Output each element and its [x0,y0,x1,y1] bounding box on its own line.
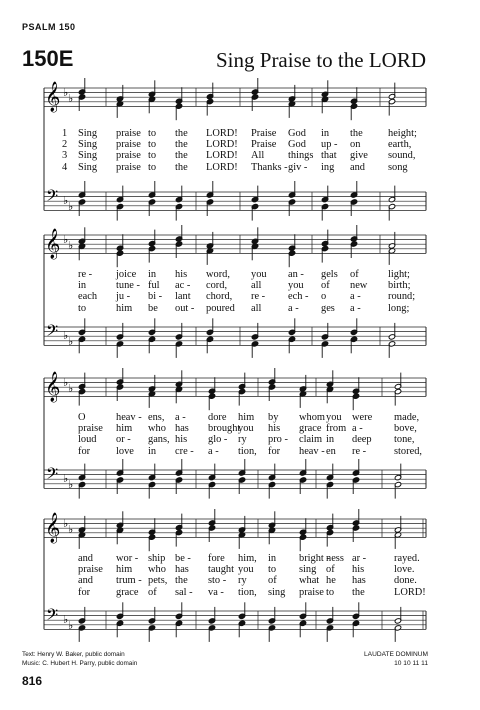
lyric-syllable: chord, [206,291,233,303]
lyric-syllable: heav - [299,445,325,457]
lyric-syllable: ing [321,161,335,173]
lyric-syllable: LORD! [206,139,238,151]
bass-clef: 𝄢 [46,187,59,209]
lyric-syllable: has [175,564,189,576]
lyric-syllable: in [148,445,157,457]
lyric-syllable: the [175,150,188,162]
lyric-syllable: cord, [206,280,228,292]
lyric-syllable: in [268,553,277,564]
lyric-syllable: the [175,139,188,151]
lyric-syllable: tion, [238,445,257,457]
lyric-syllable: for [268,445,281,457]
lyric-syllable: the [352,586,365,598]
key-flat: ♭ [68,478,74,491]
lyric-syllable: deep [352,434,372,446]
lyric-syllable: LORD! [394,586,426,598]
lyric-syllable: ness [326,553,344,564]
tune-info [364,650,428,668]
lyric-syllable: on [350,139,361,151]
hymn-number: 150E [22,46,74,71]
lyric-syllable: that [321,150,337,162]
lyric-syllable: new [350,280,368,292]
lyric-syllable: ju - [116,291,131,303]
lyric-syllable: rayed. [394,553,420,564]
lyric-syllable: to [148,139,157,151]
key-flat: ♭ [63,613,69,626]
lyric-syllable: him [116,564,133,576]
lyric-syllable: lant [175,291,191,303]
lyric-syllable: the [350,128,363,139]
key-flat: ♭ [68,92,74,105]
lyric-syllable: a - [350,302,361,314]
text-credit: Text: Henry W. Baker, public domain [22,651,125,658]
lyric-syllable: to [148,128,157,139]
lyric-syllable: you [238,564,254,576]
lyric-syllable: praise [78,564,103,576]
lyric-syllable: bright - [299,553,330,564]
lyric-syllable: in [326,434,335,446]
lyric-syllable: Sing [78,128,98,139]
lyric-syllable: heav - [116,412,142,423]
lyric-syllable: to [268,564,277,576]
lyric-syllable: o [321,291,327,303]
lyric-syllable: the [175,161,188,173]
lyric-syllable: ges [321,302,335,314]
lyric-syllable: en [326,445,336,457]
lyric-syllable: has [175,423,189,435]
tune-name: LAUDATE DOMINUM [364,651,428,658]
lyric-syllable: him, [238,553,257,564]
lyric-syllable: brought [208,423,241,435]
lyric-syllable: his [175,269,188,280]
lyric-syllable: dore [208,412,227,423]
lyric-syllable: LORD! [206,161,238,173]
lyric-syllable: height; [388,128,417,139]
lyric-syllable: round; [388,291,416,303]
lyric-syllable: has [352,575,366,587]
lyric-syllable: stored, [394,445,422,457]
lyric-syllable: of [326,564,335,576]
verse-number: 4 [62,161,68,173]
lyric-syllable: of [268,575,277,587]
lyric-syllable: his [268,423,281,435]
lyric-syllable: wor - [116,553,139,564]
lyric-syllable: for [78,586,91,598]
lyric-syllable: for [78,445,91,457]
key-flat: ♭ [63,86,69,99]
lyric-syllable: grace [299,423,322,435]
lyric-syllable: Thanks - [251,161,288,173]
treble-clef: 𝄞 [45,82,61,112]
lyric-syllable: praise [78,423,103,435]
lyric-syllable: LORD! [206,128,238,139]
verse-number: 2 [62,139,68,151]
lyric-syllable: who [148,564,166,576]
bass-clef: 𝄢 [46,606,59,628]
lyric-syllable: God [288,128,306,139]
lyric-syllable: grace [116,586,139,598]
lyric-syllable: and [78,575,94,587]
lyric-syllable: sound, [388,150,416,162]
verse-number: 1 [62,128,68,139]
lyric-syllable: praise [116,150,141,162]
lyric-syllable: what [299,575,320,587]
lyric-syllable: claim [299,434,323,446]
bass-clef: 𝄢 [46,465,59,487]
lyric-syllable: poured [206,302,235,314]
lyric-syllable: joice [116,269,137,280]
lyric-syllable: be - [175,553,191,564]
lyric-syllable: ful [148,280,160,292]
lyric-syllable: him [116,302,133,314]
key-flat: ♭ [68,382,74,395]
lyric-syllable: out - [175,302,195,314]
lyric-syllable: Sing [78,161,98,173]
lyric-syllable: LORD! [206,150,238,162]
lyric-syllable: taught [208,564,234,576]
lyric-syllable: who [148,423,166,435]
lyric-syllable: were [352,412,373,423]
lyric-syllable: the [175,128,188,139]
lyric-syllable: to [326,586,335,598]
lyric-syllable: ry [238,575,247,587]
lyric-syllable: by [268,412,279,423]
lyric-syllable: re - [352,445,367,457]
lyric-syllable: bove, [394,423,417,435]
lyric-syllable: ens, [148,412,165,423]
lyric-syllable: Praise [251,139,277,151]
page-number: 816 [22,674,43,688]
lyric-syllable: to [148,150,157,162]
key-flat: ♭ [63,472,69,485]
key-flat: ♭ [68,523,74,536]
lyric-syllable: a - [350,291,361,303]
lyric-syllable: in [148,269,157,280]
lyric-syllable: all [251,302,262,314]
lyric-syllable: from [326,423,347,435]
lyric-syllable: giv - [288,161,308,173]
lyric-syllable: up - [321,139,338,151]
lyric-syllable: his [175,434,188,446]
lyric-syllable: be [148,302,158,314]
lyric-syllable: re - [251,291,266,303]
music-credit: Music: C. Hubert H. Parry, public domain [22,660,138,667]
lyric-syllable: pro - [268,434,288,446]
key-flat: ♭ [68,335,74,348]
lyric-syllable: light; [388,269,410,280]
lyric-syllable: love. [394,564,415,576]
lyric-syllable: Sing [78,139,98,151]
lyric-syllable: you [326,412,342,423]
lyric-syllable: tune - [116,280,140,292]
lyric-syllable: the [175,575,188,587]
lyric-syllable: a - [175,412,186,423]
lyric-syllable: whom [299,412,325,423]
lyric-syllable: you [288,280,304,292]
key-flat: ♭ [63,329,69,342]
lyric-syllable: word, [206,269,230,280]
lyric-syllable: love [116,445,134,457]
lyric-syllable: ac - [175,280,191,292]
lyric-syllable: made, [394,412,420,423]
lyric-syllable: sing [299,564,317,576]
lyric-syllable: you [251,269,267,280]
tune-meter: 10 10 11 11 [394,660,428,667]
lyric-syllable: praise [116,161,141,173]
lyric-syllable: loud [78,434,97,446]
lyric-syllable: to [78,302,87,314]
key-flat: ♭ [63,194,69,207]
lyric-syllable: to [148,161,157,173]
treble-clef: 𝄞 [45,513,61,543]
lyric-syllable: re - [78,269,93,280]
lyric-syllable: gans, [148,434,170,446]
key-flat: ♭ [63,376,69,389]
bass-clef: 𝄢 [46,322,59,344]
lyric-syllable: fore [208,553,225,564]
lyric-syllable: birth; [388,280,411,292]
lyric-syllable: long; [388,302,410,314]
section-label: PSALM 150 [22,22,76,32]
lyric-syllable: of [148,586,157,598]
lyric-syllable: Praise [251,128,277,139]
lyric-syllable: or - [116,434,131,446]
lyric-syllable: tion, [238,586,257,598]
lyric-syllable: him [238,412,255,423]
lyric-syllable: trum - [116,575,142,587]
treble-clef: 𝄞 [45,372,61,402]
lyric-syllable: a - [208,445,219,457]
lyric-syllable: in [321,128,330,139]
lyric-syllable: he [326,575,336,587]
hymn-title: Sing Praise to the LORD [216,48,426,72]
lyric-syllable: tone, [394,434,415,446]
lyric-syllable: of [350,269,359,280]
lyric-syllable: bi - [148,291,163,303]
key-flat: ♭ [63,233,69,246]
lyric-syllable: you [238,423,254,435]
lyric-syllable: song [388,161,408,173]
lyric-syllable: praise [299,586,324,598]
credits [22,650,137,668]
lyric-syllable: each [78,291,98,303]
key-flat: ♭ [63,517,69,530]
lyric-syllable: glo - [208,434,228,446]
lyric-syllable: sto - [208,575,227,587]
lyric-syllable: earth, [388,139,412,151]
verse-number: 3 [62,150,68,162]
lyric-syllable: an - [288,269,304,280]
lyric-syllable: ry [238,434,247,446]
lyric-syllable: a - [352,423,363,435]
lyric-syllable: God [288,139,306,151]
key-flat: ♭ [68,239,74,252]
key-flat: ♭ [68,200,74,213]
lyric-syllable: O [78,412,86,423]
key-flat: ♭ [68,619,74,632]
lyric-syllable: cre - [175,445,194,457]
lyric-syllable: of [321,280,330,292]
lyric-syllable: all [251,280,262,292]
lyric-syllable: things [288,150,314,162]
lyric-syllable: give [350,150,368,162]
lyric-syllable: and [78,553,94,564]
lyric-syllable: a - [288,302,299,314]
lyric-syllable: ar - [352,553,367,564]
lyric-syllable: ech - [288,291,309,303]
lyric-syllable: praise [116,128,141,139]
lyric-syllable: pets, [148,575,168,587]
lyric-syllable: him [116,423,133,435]
lyric-syllable: va - [208,586,224,598]
lyric-syllable: All [251,150,265,162]
lyric-syllable: ship [148,553,166,564]
lyric-syllable: sal - [175,586,193,598]
lyric-syllable: in [78,280,87,292]
lyric-syllable: and [350,161,366,173]
treble-clef: 𝄞 [45,229,61,259]
lyric-syllable: praise [116,139,141,151]
lyric-syllable: gels [321,269,338,280]
lyric-syllable: sing [268,586,286,598]
lyric-syllable: Sing [78,150,98,162]
lyric-syllable: his [352,564,365,576]
lyric-syllable: done. [394,575,417,587]
